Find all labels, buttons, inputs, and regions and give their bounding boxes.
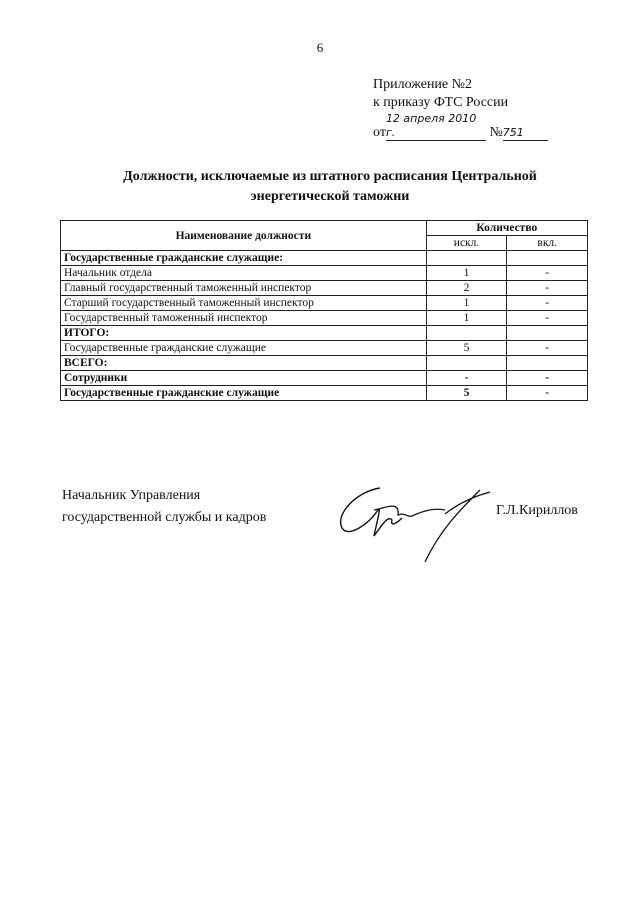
header-quantity: Количество [426, 221, 587, 236]
included-cell: - [507, 386, 588, 401]
table-row [61, 281, 588, 296]
position-cell: Государственные гражданские служащие [61, 386, 427, 401]
excluded-cell: 2 [426, 281, 507, 296]
included-cell: - [507, 281, 588, 296]
appendix-block [373, 76, 548, 142]
appendix-line2: к приказу ФТС России [373, 95, 509, 110]
table-row [61, 266, 588, 281]
excluded-cell: 1 [426, 311, 507, 326]
table-body [61, 251, 588, 401]
excluded-cell: 1 [426, 266, 507, 281]
handwritten-signature [330, 470, 510, 565]
position-cell: Главный государственный таможенный инспектор [61, 281, 427, 296]
included-cell [507, 356, 588, 371]
table-row [61, 341, 588, 356]
excluded-cell [426, 326, 507, 341]
number-value: 751 [503, 126, 548, 141]
positions-table [60, 220, 588, 401]
signature-position [62, 485, 266, 529]
included-cell: - [507, 371, 588, 386]
table-row [61, 326, 588, 341]
position-cell: Государственные гражданские служащие: [61, 251, 427, 266]
included-cell: - [507, 296, 588, 311]
table-row [61, 386, 588, 401]
position-cell: Государственные гражданские служащие [61, 341, 427, 356]
included-cell: - [507, 341, 588, 356]
title-line2: энергетической таможни [250, 189, 410, 204]
appendix-line1: Приложение №2 [373, 77, 472, 92]
date-prefix: от [373, 125, 386, 140]
position-cell: Начальник отдела [61, 266, 427, 281]
position-cell: ИТОГО: [61, 326, 427, 341]
position-cell: ВСЕГО: [61, 356, 427, 371]
position-cell: Старший государственный таможенный инспектор [61, 296, 427, 311]
excluded-cell: 1 [426, 296, 507, 311]
position-line2: государственной службы и кадров [62, 510, 267, 525]
header-included: вкл. [507, 236, 588, 251]
signer-name: Г.Л.Кириллов [496, 503, 578, 518]
excluded-cell: 5 [426, 341, 507, 356]
excluded-cell [426, 251, 507, 266]
excluded-cell: 5 [426, 386, 507, 401]
included-cell [507, 251, 588, 266]
excluded-cell: - [426, 371, 507, 386]
position-cell: Государственный таможенный инспектор [61, 311, 427, 326]
page-number: 6 [316, 40, 324, 55]
included-cell [507, 326, 588, 341]
position-cell: Сотрудники [61, 371, 427, 386]
table-row [61, 371, 588, 386]
document-title [80, 167, 580, 207]
excluded-cell [426, 356, 507, 371]
position-line1: Начальник Управления [62, 488, 201, 503]
date-value: 12 апреля 2010 г. [386, 112, 486, 141]
included-cell: - [507, 311, 588, 326]
appendix-date-line [373, 112, 548, 142]
table-row [61, 311, 588, 326]
included-cell: - [507, 266, 588, 281]
table-row [61, 251, 588, 266]
number-prefix: № [489, 125, 503, 140]
header-excluded: искл. [426, 236, 507, 251]
table-row [61, 356, 588, 371]
table-row [61, 296, 588, 311]
header-position-name: Наименование должности [61, 221, 427, 251]
title-line1: Должности, исключаемые из штатного расписания Центральной [123, 169, 537, 184]
